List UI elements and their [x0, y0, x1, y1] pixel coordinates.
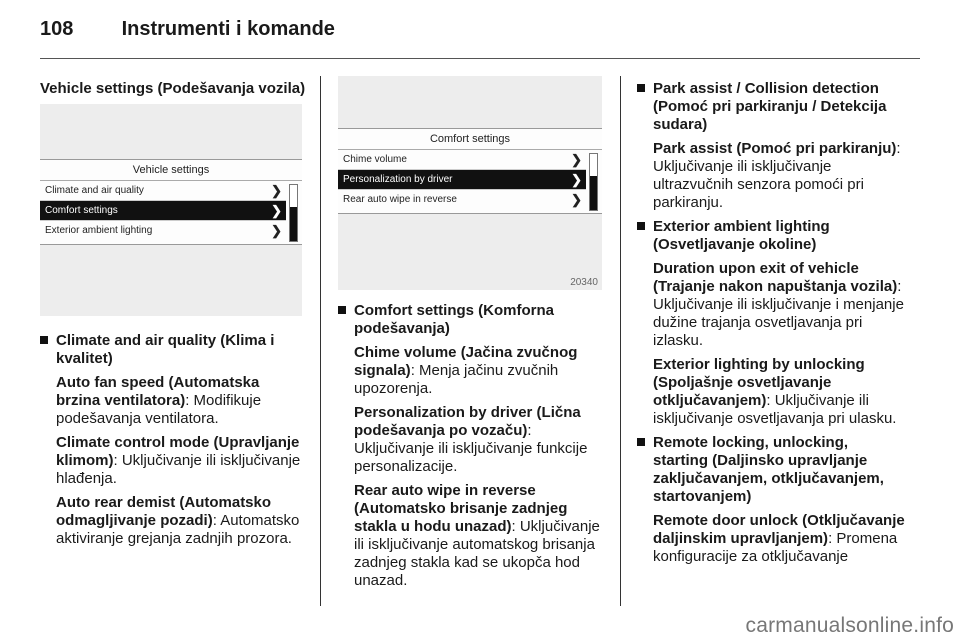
- scrollbar: [589, 153, 598, 211]
- term: Exterior lighting by unlocking (Spoljašnje osvetljavanje otključavanjem): [653, 356, 865, 409]
- menu-row-label: Chime volume: [343, 154, 407, 165]
- definition: : Uključivanje ili isključivanje osvetljavanja pri ulasku.: [653, 392, 897, 427]
- term: Remote door unlock (Otključavanje daljinskim upravljanjem): [653, 512, 905, 547]
- menu-row-personalization-selected: [338, 170, 586, 190]
- menu-row-exterior-lighting: [40, 221, 286, 240]
- definition: : Automatsko aktiviranje grejanja zadnjih prozora.: [56, 512, 300, 547]
- bullet-icon: [637, 84, 645, 92]
- chevron-right-icon: ❯: [271, 183, 282, 198]
- term: Park assist (Pomoć pri parkiranju): [653, 140, 897, 157]
- definition: : Promena konfiguracije za otključavanje: [653, 530, 898, 565]
- comfort-settings-screen-image: [338, 76, 602, 290]
- panel-title: Vehicle settings: [40, 160, 302, 181]
- menu-row-climate: [40, 181, 286, 201]
- definition: : Uključivanje ili isključivanje i menjanje dužine trajanja osvetljavanja pri izlasku.: [653, 278, 904, 349]
- header-rule: [40, 58, 920, 59]
- bullet-icon: [338, 306, 346, 314]
- list-item-ambient-lighting: [637, 218, 905, 428]
- item-title: Climate and air quality (Klima i kvalitet): [56, 332, 275, 367]
- chevron-right-icon: ❯: [271, 223, 282, 238]
- column-divider-left: [320, 76, 321, 606]
- chevron-right-icon: ❯: [571, 152, 582, 167]
- menu-row-comfort-selected: [40, 201, 286, 221]
- item-paragraph: [653, 260, 905, 350]
- chevron-right-icon: ❯: [571, 192, 582, 207]
- page-header: [40, 18, 335, 41]
- item-paragraph: [653, 356, 905, 428]
- left-item-block: [40, 332, 306, 554]
- item-paragraph: [56, 374, 306, 428]
- term: Chime volume (Jačina zvučnog signala): [354, 344, 578, 379]
- item-paragraph: [653, 140, 905, 212]
- list-item-park-assist: [637, 80, 905, 212]
- item-paragraph: [653, 512, 905, 566]
- page-number: 108: [40, 18, 74, 40]
- comfort-settings-panel: [338, 128, 602, 214]
- term: Personalization by driver (Lična podešavanja po vozaču): [354, 404, 581, 439]
- item-title: Exterior ambient lighting (Osvetljavanje okoline): [653, 218, 830, 253]
- middle-item-block: [338, 302, 608, 596]
- item-title: Remote locking, unlocking, starting (Daljinsko upravljanje zaključavanjem, otključavanjem, startovanjem): [653, 434, 884, 505]
- term: Auto rear demist (Automatsko odmagljivanje pozadi): [56, 494, 272, 529]
- definition: : Menja jačinu zvučnih upozorenja.: [354, 362, 559, 397]
- scrollbar: [289, 184, 298, 242]
- scrollbar-thumb: [290, 207, 297, 241]
- menu-row-label: Personalization by driver: [343, 174, 453, 185]
- page-title: Instrumenti i komande: [121, 18, 335, 40]
- item-paragraph: [56, 494, 306, 548]
- list-item-climate: [40, 332, 306, 548]
- bullet-icon: [637, 222, 645, 230]
- definition: : Uključivanje ili isključivanje funkcije personalizacije.: [354, 422, 588, 475]
- item-paragraph: [354, 482, 608, 590]
- chevron-right-icon: ❯: [571, 172, 582, 187]
- watermark: carmanualsonline.info: [745, 614, 954, 637]
- term: Climate control mode (Upravljanje klimom): [56, 434, 300, 469]
- definition: : Modifikuje podešavanja ventilatora.: [56, 392, 262, 427]
- menu-row-label: Climate and air quality: [45, 185, 144, 196]
- item-paragraph: [56, 434, 306, 488]
- right-column: [637, 80, 905, 572]
- vehicle-settings-panel: [40, 159, 302, 245]
- column-divider-right: [620, 76, 621, 606]
- panel-title: Comfort settings: [338, 129, 602, 150]
- bullet-icon: [40, 336, 48, 344]
- menu-row-label: Comfort settings: [45, 205, 118, 216]
- definition: : Uključivanje ili isključivanje ultrazvučnih senzora pomoći pri parkiranju.: [653, 140, 901, 211]
- menu-row-label: Rear auto wipe in reverse: [343, 194, 457, 205]
- vehicle-settings-screen-image: [40, 104, 302, 316]
- menu-row-chime: [338, 150, 586, 170]
- section-title: Vehicle settings (Podešavanja vozila): [40, 80, 306, 97]
- list-item-remote-locking: [637, 434, 905, 566]
- item-paragraph: [354, 404, 608, 476]
- term: Duration upon exit of vehicle (Trajanje nakon napuštanja vozila): [653, 260, 898, 295]
- definition: : Uključivanje ili isključivanje automatskog brisanja zadnjeg stakla kad se ukopča hod unazad.: [354, 518, 600, 589]
- figure-number: 20340: [570, 277, 598, 288]
- item-title: Comfort settings (Komforna podešavanja): [354, 302, 554, 337]
- term: Rear auto wipe in reverse (Automatsko brisanje zadnjeg stakla u hodu unazad): [354, 482, 568, 535]
- menu-row-label: Exterior ambient lighting: [45, 225, 153, 236]
- scrollbar-thumb: [590, 176, 597, 210]
- item-paragraph: [354, 344, 608, 398]
- term: Auto fan speed (Automatska brzina ventilatora): [56, 374, 260, 409]
- definition: : Uključivanje ili isključivanje hlađenja.: [56, 452, 301, 487]
- menu-row-rear-wipe: [338, 190, 586, 209]
- list-item-comfort: [338, 302, 608, 590]
- chevron-right-icon: ❯: [271, 203, 282, 218]
- bullet-icon: [637, 438, 645, 446]
- item-title: Park assist / Collision detection (Pomoć pri parkiranju / Detekcija sudara): [653, 80, 887, 133]
